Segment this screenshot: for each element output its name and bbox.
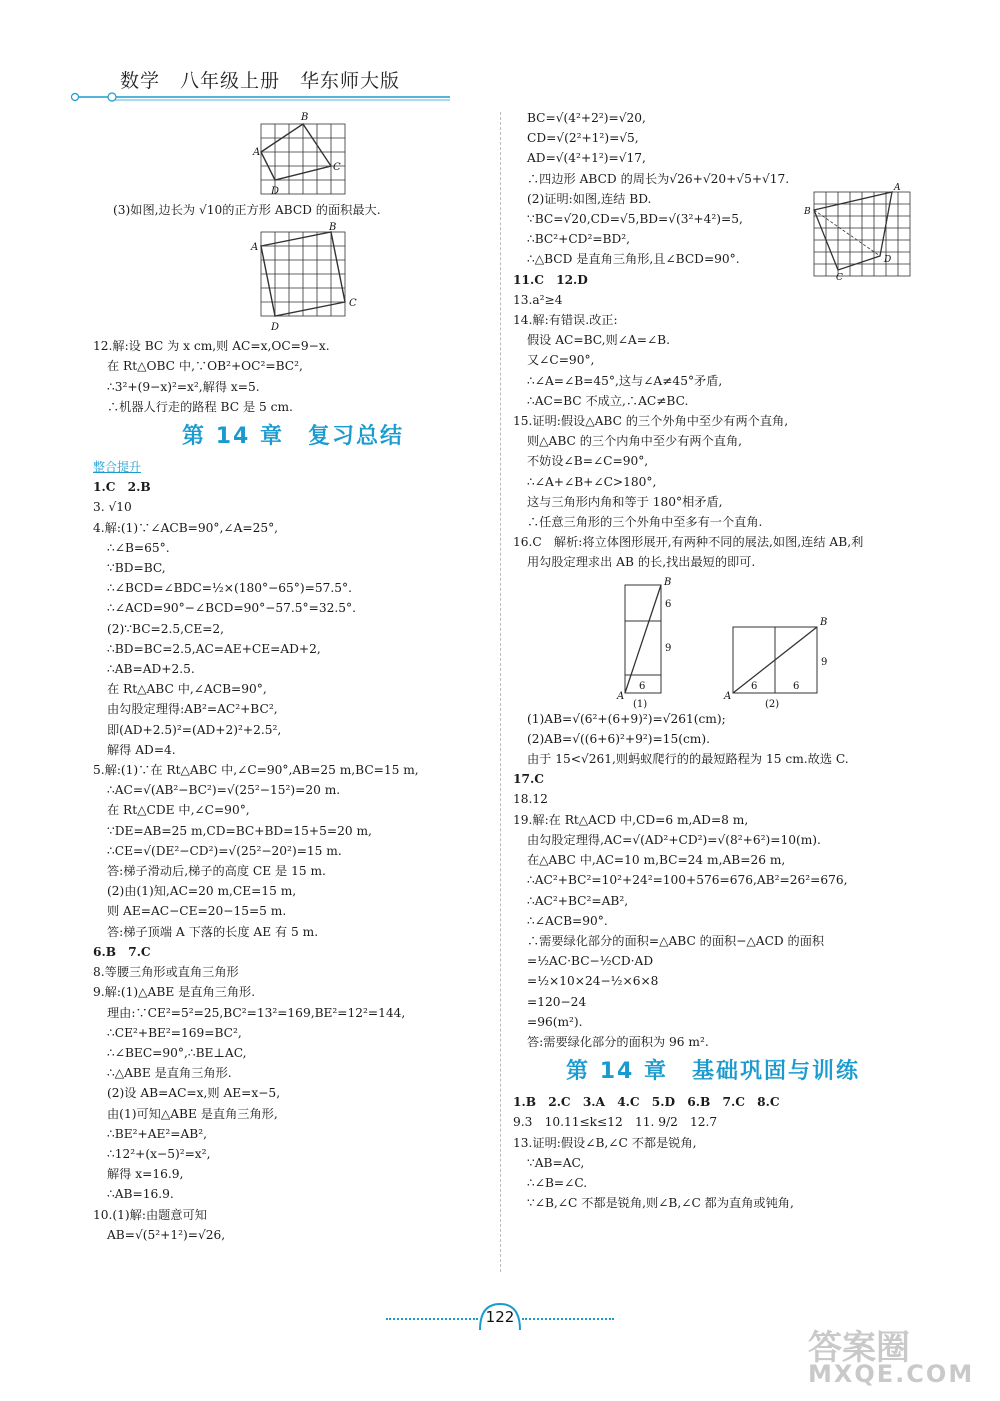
line-16-5: 由于 15<√261,则蚂蚁爬行的的最短路程为 15 cm.故选 C.	[527, 752, 849, 767]
line-5-2: ∴AC=√(AB²−BC²)=√(25²−15²)=20 m.	[107, 783, 341, 798]
answers-b-2: 9.3 10.11≤k≤12 11. 9/2 12.7	[513, 1115, 718, 1130]
fig-b-label-b: B	[329, 222, 337, 234]
fig-d2-caption: (2)	[765, 698, 780, 709]
fig-c-label-b: B	[804, 207, 811, 217]
fig-c-label-c: C	[836, 273, 843, 283]
answer-11-12: 11.C 12.D	[513, 272, 588, 287]
chapter-title-review: 第 14 章 复习总结	[182, 424, 404, 450]
line-4-12: 解得 AD=4.	[107, 742, 176, 757]
fig-b-label-c: C	[349, 298, 357, 310]
line-19-1: 19.解:在 Rt△ACD 中,CD=6 m,AD=8 m,	[513, 812, 749, 827]
fig-d2-nine: 9	[821, 656, 828, 668]
line-9-9: ∴12²+(x−5)²=x²,	[107, 1146, 211, 1161]
line-19-7: ∴需要绿化部分的面积=△ABC 的面积−△ACD 的面积	[527, 933, 825, 948]
section-heading: 整合提升	[93, 460, 142, 475]
answer-17: 17.C	[513, 772, 544, 787]
fig-d1-six-top: 6	[665, 598, 672, 610]
line-16-3: (1)AB=√(6²+(6+9)²)=√261(cm);	[527, 711, 726, 726]
fig-b-label-a: A	[251, 242, 259, 254]
fig-b-label-d: D	[271, 322, 280, 334]
page-header: 数学 八年级上册 华东师大版	[120, 70, 401, 92]
line-4-11: 即(AD+2.5)²=(AD+2)²+2.5²,	[107, 722, 282, 737]
line-5-9: 答:梯子顶端 A 下落的长度 AE 有 5 m.	[107, 924, 319, 939]
line-15-3: 不妨设∠B=∠C=90°,	[527, 454, 649, 469]
fig-a-label-b: B	[301, 112, 309, 123]
line-12-1: 12.解:设 BC 为 x cm,则 AC=x,OC=9−x.	[93, 339, 330, 354]
line-b-13-3: ∴∠B=∠C.	[527, 1175, 588, 1190]
line-5-6: 答:梯子滑动后,梯子的高度 CE 是 15 m.	[107, 864, 326, 879]
unfold-figures	[513, 573, 903, 709]
fig-d1-nine: 9	[665, 642, 672, 654]
line-r-2: CD=√(2²+1²)=√5,	[527, 131, 639, 146]
line-5-5: ∴CE=√(DE²−CD²)=√(25²−20²)=15 m.	[107, 843, 342, 858]
fig-a-label-d: D	[271, 186, 280, 197]
line-r-4: ∴四边形 ABCD 的周长为√26+√20+√5+√17.	[527, 171, 790, 186]
answer-1-2: 1.C 2.B	[93, 480, 151, 495]
answer-18: 18.12	[513, 792, 548, 807]
line-4-10: 由勾股定理得:AB²=AC²+BC²,	[107, 702, 278, 717]
line-16-4: (2)AB=√((6+6)²+9²)=15(cm).	[527, 731, 710, 746]
page-number-dots-right	[522, 1318, 614, 1322]
fig-a-label-a: A	[253, 147, 261, 158]
line-19-4: ∴AC²+BC²=10²+24²=100+576=676,AB²=26²=676,	[527, 873, 848, 888]
line-19-6: ∴∠ACB=90°.	[527, 913, 608, 928]
line-9-5: ∴△ABE 是直角三角形.	[107, 1066, 232, 1081]
fig-c-label-d: D	[884, 255, 892, 265]
line-19-9: =½×10×24−½×6×8	[527, 974, 659, 989]
line-4-3: ∵BD=BC,	[107, 561, 166, 576]
line-19-2: 由勾股定理得,AC=√(AD²+CD²)=√(8²+6²)=10(m).	[527, 832, 821, 847]
fig-d1-caption: (1)	[633, 698, 648, 709]
line-9-11: ∴AB=16.9.	[107, 1187, 174, 1202]
line-16-1: 16.C 解析:将立体图形展开,有两种不同的展法,如图,连结 AB,利	[513, 535, 864, 550]
line-4-8: ∴AB=AD+2.5.	[107, 662, 195, 677]
fig-d2-label-a: A	[724, 690, 732, 702]
line-5-7: (2)由(1)知,AC=20 m,CE=15 m,	[107, 884, 297, 899]
line-r-8: ∴△BCD 是直角三角形,且∠BCD=90°.	[527, 252, 740, 267]
line-r-6: ∵BC=√20,CD=√5,BD=√(3²+4²)=5,	[527, 212, 743, 227]
line-r-1: BC=√(4²+2²)=√20,	[527, 111, 646, 125]
line-q3: (3)如图,边长为 √10的正方形 ABCD 的面积最大.	[113, 203, 381, 217]
line-19-3: 在△ABC 中,AC=10 m,BC=24 m,AB=26 m,	[527, 853, 786, 868]
line-4-1: 4.解:(1)∵∠ACB=90°,∠A=25°,	[93, 520, 279, 535]
line-15-5: 这与三角形内角和等于 180°相矛盾,	[527, 494, 723, 509]
line-19-11: =96(m²).	[527, 1014, 583, 1029]
line-4-4: ∴∠BCD=∠BDC=½×(180°−65°)=57.5°.	[107, 581, 352, 596]
line-r-5: (2)证明:如图,连结 BD.	[527, 191, 652, 206]
grid-figure-a	[93, 108, 413, 200]
line-9-7: 由(1)可知△ABE 是直角三角形,	[107, 1106, 278, 1121]
fig-d1-label-a: A	[617, 690, 625, 702]
line-10-2: AB=√(5²+1²)=√26,	[107, 1227, 226, 1242]
line-4-9: 在 Rt△ABC 中,∠ACB=90°,	[107, 682, 267, 697]
line-12-2: 在 Rt△OBC 中,∵OB²+OC²=BC²,	[107, 359, 303, 374]
line-5-8: 则 AE=AC−CE=20−15=5 m.	[107, 904, 287, 919]
line-14-3: 又∠C=90°,	[527, 353, 595, 368]
line-r-3: AD=√(4²+1²)=√17,	[527, 151, 646, 166]
left-column	[93, 108, 493, 1245]
answers-b-1: 1.B 2.C 3.A 4.C 5.D 6.B 7.C 8.C	[513, 1095, 780, 1110]
fig-d2-label-b: B	[820, 616, 828, 628]
answer-3: 3. √10	[93, 500, 132, 515]
line-9-4: ∴∠BEC=90°,∴BE⊥AC,	[107, 1045, 247, 1060]
line-15-6: ∴任意三角形的三个外角中至多有一个直角.	[527, 515, 763, 530]
line-5-4: ∵DE=AB=25 m,CD=BC+BD=15+5=20 m,	[107, 823, 372, 838]
page-number-dots-left	[386, 1318, 478, 1322]
line-14-4: ∴∠A=∠B=45°,这与∠A≠45°矛盾,	[527, 373, 723, 388]
line-5-1: 5.解:(1)∵在 Rt△ABC 中,∠C=90°,AB=25 m,BC=15 m,	[93, 763, 419, 778]
line-15-1: 15.证明:假设△ABC 的三个外角中至少有两个直角,	[513, 414, 789, 429]
line-4-2: ∴∠B=65°.	[107, 540, 170, 555]
header-decoration	[70, 92, 450, 102]
line-19-8: =½AC·BC−½CD·AD	[527, 954, 654, 969]
fig-d1-six-bottom: 6	[639, 680, 646, 692]
column-divider	[500, 112, 501, 1272]
line-r-7: ∴BC²+CD²=BD²,	[527, 232, 631, 247]
answer-8: 8.等腰三角形或直角三角形	[93, 965, 239, 980]
answer-6-7: 6.B 7.C	[93, 944, 151, 959]
fig-d2-six-right: 6	[793, 680, 800, 692]
line-15-2: 则△ABC 的三个内角中至少有两个直角,	[527, 434, 743, 449]
watermark-url: MXQE.COM	[808, 1360, 975, 1388]
answer-13: 13.a²≥4	[513, 292, 563, 307]
line-14-5: ∴AC=BC 不成立,∴AC≠BC.	[527, 393, 689, 408]
line-10-1: 10.(1)解:由题意可知	[93, 1207, 207, 1222]
line-12-3: ∴3²+(9−x)²=x²,解得 x=5.	[107, 379, 260, 394]
line-9-10: 解得 x=16.9,	[107, 1167, 184, 1182]
fig-c-label-a: A	[894, 183, 901, 193]
line-b-13-4: ∵∠B,∠C 不都是锐角,则∠B,∠C 都为直角或钝角,	[527, 1196, 794, 1211]
grid-figure-c	[800, 180, 912, 284]
line-9-2: 理由:∵CE²=5²=25,BC²=13²=169,BE²=12²=144,	[107, 1005, 406, 1020]
line-14-2: 假设 AC=BC,则∠A=∠B.	[527, 333, 670, 348]
fig-a-label-c: C	[333, 162, 341, 173]
line-12-4: ∴机器人行走的路程 BC 是 5 cm.	[107, 399, 293, 414]
line-9-8: ∴BE²+AE²=AB²,	[107, 1126, 208, 1141]
line-19-5: ∴AC²+BC²=AB²,	[527, 893, 629, 908]
watermark-logo: 答案圈	[808, 1328, 910, 1368]
line-9-1: 9.解:(1)△ABE 是直角三角形.	[93, 985, 256, 1000]
line-b-13-2: ∵AB=AC,	[527, 1155, 585, 1170]
fig-d1-label-b: B	[664, 576, 672, 588]
line-19-10: =120−24	[527, 994, 587, 1009]
line-15-4: ∴∠A+∠B+∠C>180°,	[527, 474, 657, 489]
line-16-2: 用勾股定理求出 AB 的长,找出最短的即可.	[527, 555, 756, 570]
chapter-title-basics: 第 14 章 基础巩固与训练	[566, 1059, 860, 1085]
line-4-6: (2)∵BC=2.5,CE=2,	[107, 621, 225, 636]
grid-figure-b	[93, 220, 413, 336]
line-4-7: ∴BD=BC=2.5,AC=AE+CE=AD+2,	[107, 641, 321, 656]
line-19-12: 答:需要绿化部分的面积为 96 m².	[527, 1034, 709, 1049]
line-4-5: ∴∠ACD=90°−∠BCD=90°−57.5°=32.5°.	[107, 601, 356, 616]
line-9-6: (2)设 AB=AC=x,则 AE=x−5,	[107, 1086, 281, 1101]
line-14-1: 14.解:有错误.改正:	[513, 313, 618, 328]
page-number: 122	[485, 1308, 515, 1326]
line-9-3: ∴CE²+BE²=169=BC²,	[107, 1025, 242, 1040]
line-5-3: 在 Rt△CDE 中,∠C=90°,	[107, 803, 250, 818]
line-b-13-1: 13.证明:假设∠B,∠C 不都是锐角,	[513, 1135, 697, 1150]
fig-d2-six-left: 6	[751, 680, 758, 692]
